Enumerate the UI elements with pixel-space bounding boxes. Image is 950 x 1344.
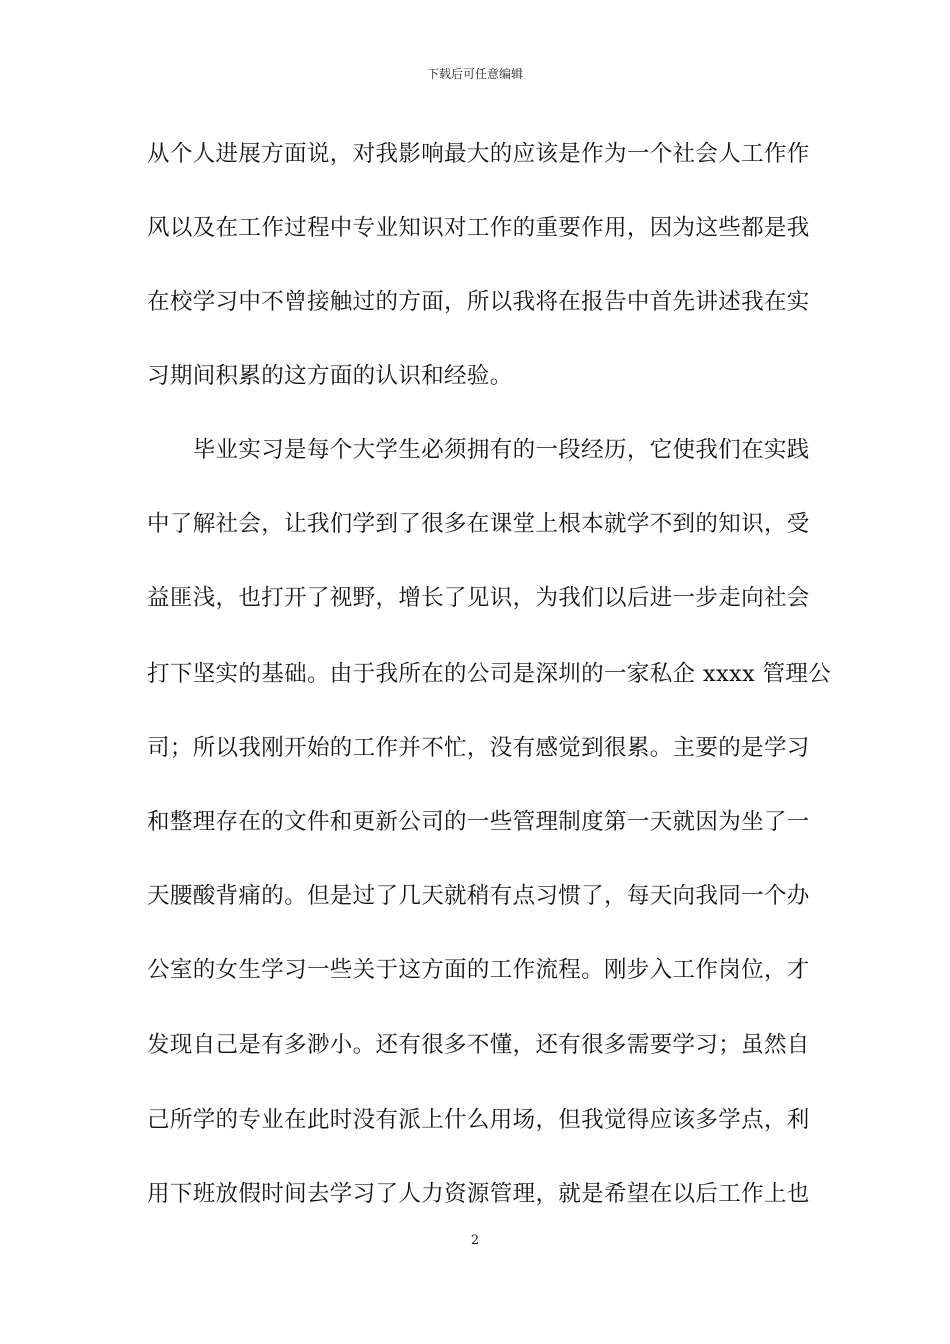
text-line: 益匪浅，也打开了视野，增长了见识，为我们以后进一步走向社会	[147, 585, 810, 611]
text-line: 在校学习中不曾接触过的方面，所以我将在报告中首先讲述我在实	[147, 289, 810, 315]
page-number: 2	[470, 1233, 480, 1248]
text-line: 发现自己是有多渺小。还有很多不懂，还有很多需要学习；虽然自	[147, 1032, 810, 1058]
text-line: 用下班放假时间去学习了人力资源管理，就是希望在以后工作上也	[147, 1181, 810, 1207]
text-line: 打下坚实的基础。由于我所在的公司是深圳的一家私企 xxxx 管理公	[147, 661, 832, 687]
text-line: 风以及在工作过程中专业知识对工作的重要作用，因为这些都是我	[147, 215, 810, 241]
text-line: 从个人进展方面说，对我影响最大的应该是作为一个社会人工作作	[147, 141, 810, 167]
text-line: 和整理存在的文件和更新公司的一些管理制度第一天就因为坐了一	[147, 809, 810, 835]
text-line: 己所学的专业在此时没有派上什么用场，但我觉得应该多学点，利	[147, 1107, 810, 1133]
text-line: 毕业实习是每个大学生必须拥有的一段经历，它使我们在实践	[147, 437, 810, 463]
page-header: 下载后可任意编辑	[426, 67, 523, 81]
text-line: 天腰酸背痛的。但是过了几天就稍有点习惯了，每天向我同一个办	[147, 883, 810, 909]
text-line: 公室的女生学习一些关于这方面的工作流程。刚步入工作岗位，才	[147, 957, 810, 983]
text-line: 习期间积累的这方面的认识和经验。	[147, 363, 513, 389]
text-line: 中了解社会，让我们学到了很多在课堂上根本就学不到的知识，受	[147, 511, 810, 537]
text-line: 司；所以我刚开始的工作并不忙，没有感觉到很累。主要的是学习	[147, 735, 810, 761]
